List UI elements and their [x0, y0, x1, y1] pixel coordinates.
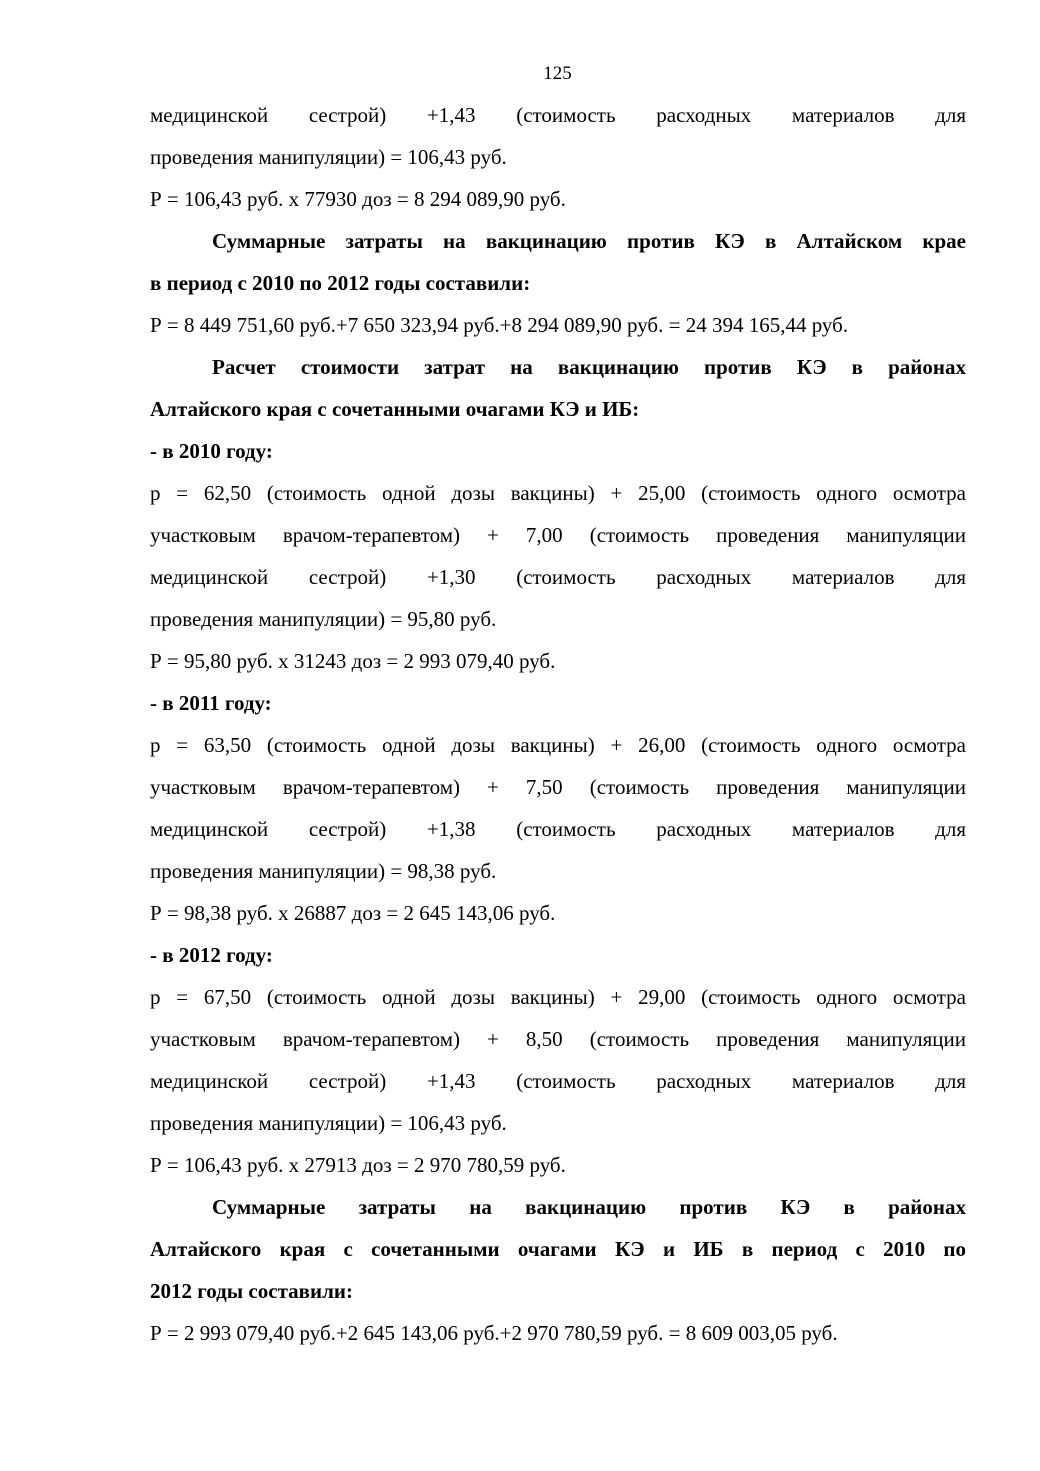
text-line: р = 63,50 (стоимость одной дозы вакцины) + 26,00 (стоимость одного осмотра [150, 733, 966, 757]
heading-line: в период с 2010 по 2012 годы составили: [150, 271, 531, 295]
heading-line: Алтайского края с сочетанными очагами КЭ и ИБ: [150, 397, 640, 421]
document-body [150, 94, 966, 1354]
heading-line: - в 2010 году: [150, 439, 273, 463]
heading-line: Суммарные затраты на вакцинацию против КЭ в районах [212, 1195, 966, 1219]
text-line: Р = 106,43 руб. х 77930 доз = 8 294 089,90 руб. [150, 187, 566, 211]
text-line: медицинской сестрой) +1,30 (стоимость расходных материалов для [150, 565, 966, 589]
text-line: участковым врачом-терапевтом) + 7,00 (стоимость проведения манипуляции [150, 523, 966, 547]
text-line: медицинской сестрой) +1,43 (стоимость расходных материалов для [150, 103, 966, 127]
text-line: Р = 95,80 руб. х 31243 доз = 2 993 079,40 руб. [150, 649, 556, 673]
text-line: Р = 8 449 751,60 руб.+7 650 323,94 руб.+8 294 089,90 руб. = 24 394 165,44 руб. [150, 313, 849, 337]
text-line: проведения манипуляции) = 106,43 руб. [150, 145, 507, 169]
text-line: медицинской сестрой) +1,38 (стоимость расходных материалов для [150, 817, 966, 841]
text-line: Р = 106,43 руб. х 27913 доз = 2 970 780,59 руб. [150, 1153, 566, 1177]
text-line: Р = 2 993 079,40 руб.+2 645 143,06 руб.+2 970 780,59 руб. = 8 609 003,05 руб. [150, 1321, 838, 1345]
heading-line: - в 2011 году: [150, 691, 272, 715]
heading-line: Суммарные затраты на вакцинацию против КЭ в Алтайском крае [212, 229, 966, 253]
heading-line: Расчет стоимости затрат на вакцинацию против КЭ в районах [212, 355, 966, 379]
text-line: участковым врачом-терапевтом) + 8,50 (стоимость проведения манипуляции [150, 1027, 966, 1051]
page-number: 125 [543, 63, 572, 84]
text-line: Р = 98,38 руб. х 26887 доз = 2 645 143,06 руб. [150, 901, 556, 925]
text-line: р = 62,50 (стоимость одной дозы вакцины) + 25,00 (стоимость одного осмотра [150, 481, 966, 505]
text-line: медицинской сестрой) +1,43 (стоимость расходных материалов для [150, 1069, 966, 1093]
text-line: р = 67,50 (стоимость одной дозы вакцины) + 29,00 (стоимость одного осмотра [150, 985, 966, 1009]
text-line: проведения манипуляции) = 98,38 руб. [150, 859, 497, 883]
heading-line: - в 2012 году: [150, 943, 273, 967]
heading-line: 2012 годы составили: [150, 1279, 353, 1303]
text-line: проведения манипуляции) = 95,80 руб. [150, 607, 497, 631]
heading-line: Алтайского края с сочетанными очагами КЭ и ИБ в период с 2010 по [150, 1237, 966, 1261]
text-line: проведения манипуляции) = 106,43 руб. [150, 1111, 507, 1135]
text-line: участковым врачом-терапевтом) + 7,50 (стоимость проведения манипуляции [150, 775, 966, 799]
